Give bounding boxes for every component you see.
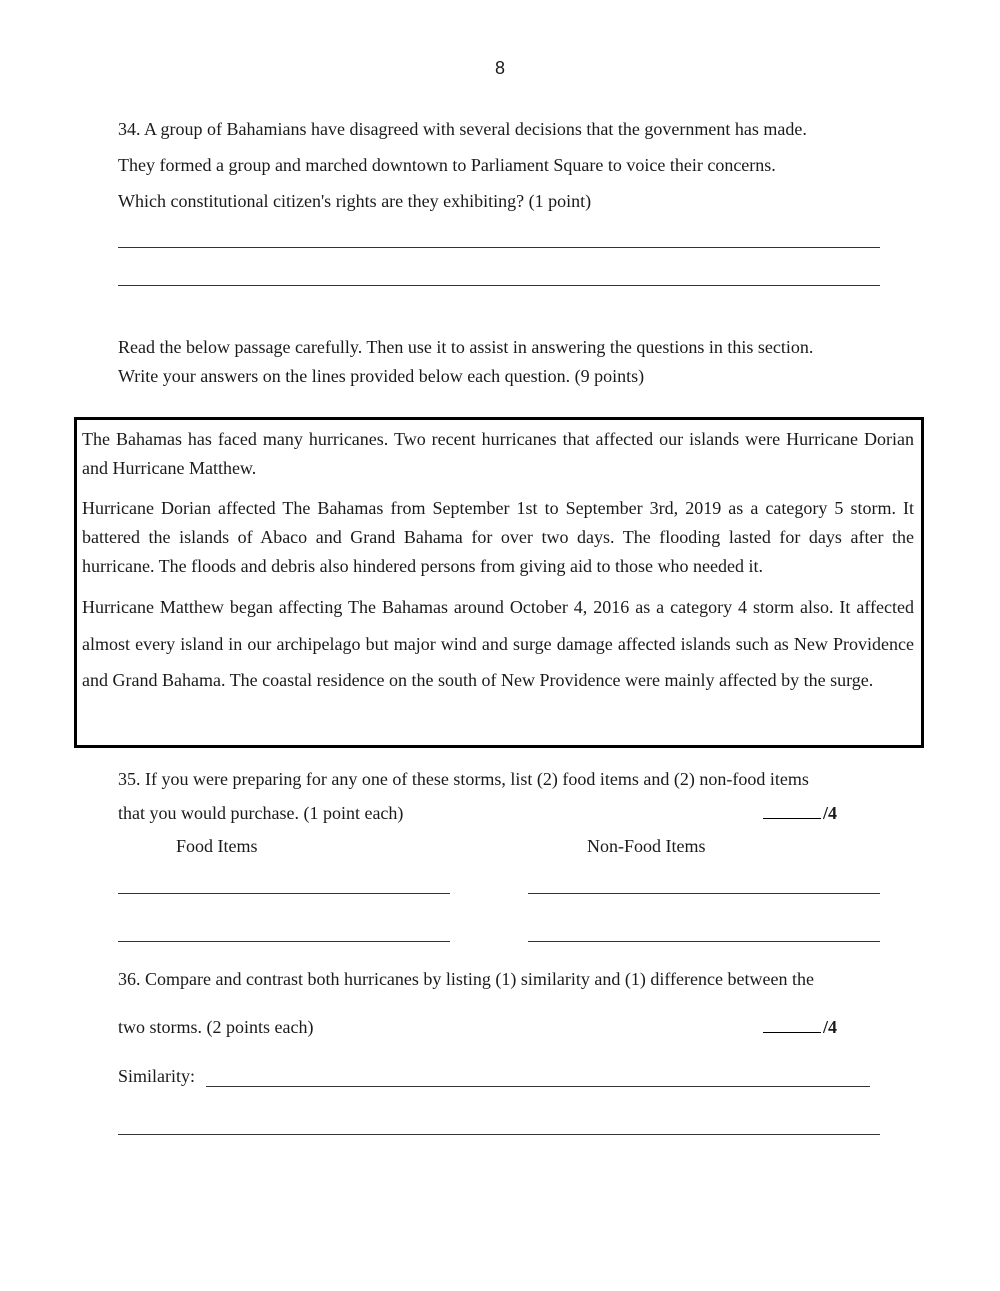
q35-line-1: 35. If you were preparing for any one of these storms, list (2) food items and (2) non-food items [118, 769, 809, 789]
instructions-line-1: Read the below passage carefully. Then use it to assist in answering the questions in this section. [118, 337, 814, 357]
q35-line-2: that you would purchase. (1 point each) [118, 803, 404, 823]
q34-answer-line-2[interactable] [118, 285, 880, 286]
q35-score [763, 803, 837, 824]
similarity-answer-line[interactable] [206, 1086, 870, 1087]
passage-paragraph-2: Hurricane Dorian affected The Bahamas from September 1st to September 3rd, 2019 as a category 5 storm. It battered the islands of Abaco and Grand Bahama for over two days. The flooding lasted for days after the hurricane. The floods and debris also hindered persons from giving aid to those who needed it. [82, 498, 914, 576]
similarity-label: Similarity: [118, 1066, 196, 1086]
q36-score-blank[interactable] [763, 1018, 821, 1033]
nonfood-answer-line-2[interactable] [528, 941, 880, 942]
q34-answer-line-1[interactable] [118, 247, 880, 248]
q34-line-1: 34. A group of Bahamians have disagreed with several decisions that the government has made. [118, 119, 807, 139]
q36-answer-line-2[interactable] [118, 1134, 880, 1135]
q36-line-2: two storms. (2 points each) [118, 1017, 314, 1037]
page-number: 8 [494, 58, 505, 78]
q36-score-total: /4 [823, 1017, 838, 1037]
q36-score [763, 1017, 837, 1038]
nonfood-answer-line-1[interactable] [528, 893, 880, 894]
food-items-header: Food Items [176, 836, 258, 856]
q34-line-3: Which constitutional citizen's rights are they exhibiting? (1 point) [118, 191, 592, 211]
passage-paragraph-1: The Bahamas has faced many hurricanes. Two recent hurricanes that affected our islands were Hurricane Dorian and Hurricane Matthew. [82, 429, 914, 478]
nonfood-items-header: Non-Food Items [587, 836, 706, 856]
food-answer-line-1[interactable] [118, 893, 450, 894]
q34-line-2: They formed a group and marched downtown to Parliament Square to voice their concerns. [118, 155, 776, 175]
q35-score-blank[interactable] [763, 804, 821, 819]
passage-paragraph-3: Hurricane Matthew began affecting The Bahamas around October 4, 2016 as a category 4 storm also. It affected almost every island in our archipelago but major wind and surge damage affected islands such as New Providence and Grand Bahama. The coastal residence on the south of New Providence were mainly affected by the surge. [82, 597, 914, 690]
food-answer-line-2[interactable] [118, 941, 450, 942]
q35-score-total: /4 [823, 803, 838, 823]
q36-line-1: 36. Compare and contrast both hurricanes by listing (1) similarity and (1) difference between the [118, 969, 814, 989]
instructions-line-2: Write your answers on the lines provided below each question. (9 points) [118, 366, 645, 386]
